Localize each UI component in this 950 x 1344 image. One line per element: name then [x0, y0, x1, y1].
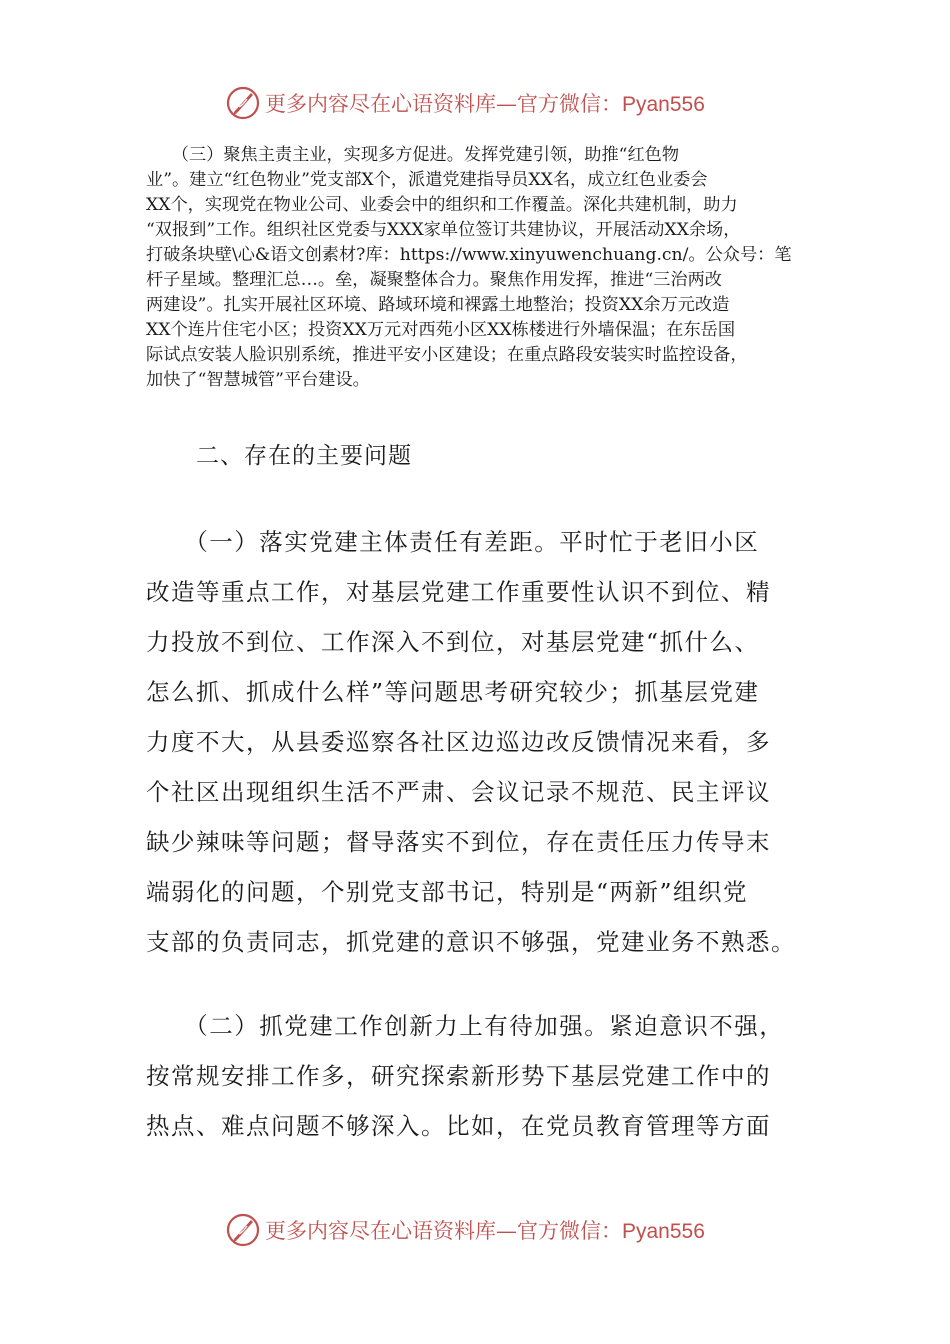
text-line: 端弱化的问题，个别党支部书记，特别是“两新”组织党 [146, 878, 749, 906]
quill-pen-logo-icon [225, 85, 261, 121]
footer-banner [225, 1210, 745, 1250]
text-line: 力度不大，从县委巡察各社区边巡边改反馈情况来看，多 [146, 728, 771, 756]
text-line: 际试点安装人脸识别系统，推进平安小区建设；在重点路段安装实时监控设备， [146, 345, 748, 365]
text-line: 业”。建立“红色物业”党支部X个，派遣党建指导员XX名，成立红色业委会 [146, 170, 708, 190]
text-line: （二）抓党建工作创新力上有待加强。紧迫意识不强， [146, 1012, 785, 1040]
banner-text: 更多内容尽在心语资料库—官方微信：Pyan556 [265, 1219, 705, 1243]
text-line: XX个，实现党在物业公司、业委会中的组织和工作覆盖。深化共建机制，助力 [146, 195, 738, 215]
text-line: 按常规安排工作多，研究探索新形势下基层党建工作中的 [146, 1062, 771, 1090]
text-line: 缺少辣味等问题；督导落实不到位，存在责任压力传导末 [146, 828, 771, 856]
banner-text: 更多内容尽在心语资料库—官方微信：Pyan556 [265, 92, 705, 116]
text-line: 杆子星域。整理汇总…。垒，凝聚整体合力。聚焦作用发挥，推进“三治两改 [146, 270, 722, 290]
text-line: 怎么抓、抓成什么样”等问题思考研究较少；抓基层党建 [146, 678, 760, 706]
text-line: 加快了“智慧城管”平台建设。 [146, 370, 370, 390]
section-heading: 二、存在的主要问题 [196, 443, 412, 469]
text-line: 两建设”。扎实开展社区环境、路域环境和裸露土地整治；投资XX余万元改造 [146, 295, 730, 315]
wechat-id: Pyan556 [622, 93, 705, 116]
text-line: 个社区出现组织生活不严肃、会议记录不规范、民主评议 [146, 778, 771, 806]
section-3-paragraph [146, 143, 806, 393]
problem-2-paragraph [146, 1001, 806, 1151]
text-line: 力投放不到位、工作深入不到位，对基层党建“抓什么、 [146, 628, 760, 656]
text-line: （三）聚焦主责主业，实现多方促进。发挥党建引领，助推“红色物 [146, 145, 680, 165]
problem-1-paragraph [146, 517, 806, 967]
text-line: XX个连片住宅小区；投资XX万元对西苑小区XX栋楼进行外墙保温；在东岳国 [146, 320, 736, 340]
text-line: （一）落实党建主体责任有差距。平时忙于老旧小区 [146, 528, 760, 556]
text-line: “双报到”工作。组织社区党委与XXX家单位签订共建协议，开展活动XX余场， [146, 220, 741, 240]
text-line: 打破条块壁\心&语文创素材?库：https://www.xinyuwenchuang.cn/。公众号：笔 [146, 245, 792, 265]
header-banner [225, 83, 745, 123]
text-line: 改造等重点工作，对基层党建工作重要性认识不到位、精 [146, 578, 771, 606]
text-line: 支部的负责同志，抓党建的意识不够强，党建业务不熟悉。 [146, 928, 796, 956]
wechat-id: Pyan556 [622, 1220, 705, 1243]
text-line: 热点、难点问题不够深入。比如，在党员教育管理等方面 [146, 1112, 771, 1140]
quill-pen-logo-icon [225, 1212, 261, 1248]
